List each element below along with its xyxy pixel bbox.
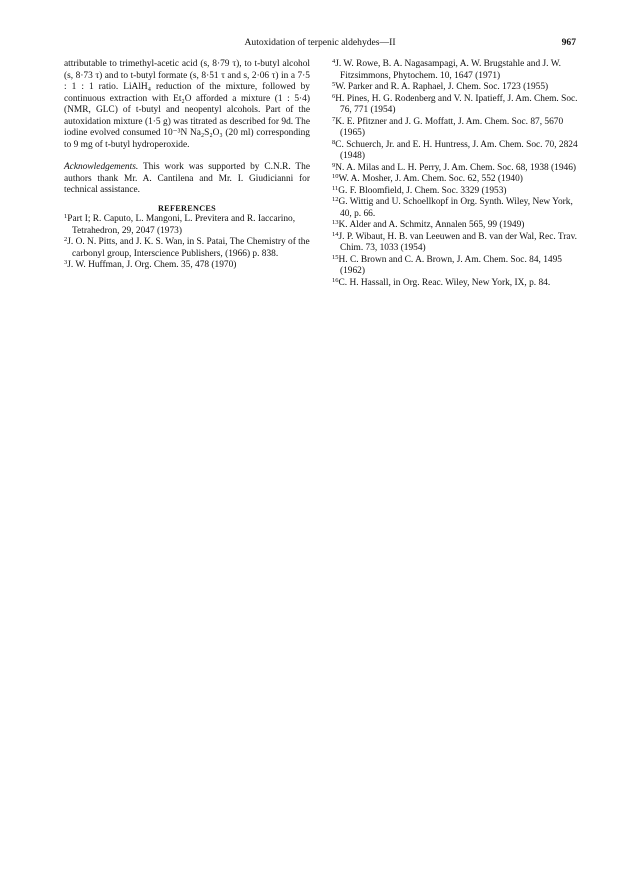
reference-item [332, 94, 582, 117]
reference-item [64, 214, 310, 237]
reference-text: G. F. Bloomfield, J. Chem. Soc. 3329 (1953) [338, 185, 507, 196]
reference-item [332, 255, 582, 278]
reference-text: C. H. Hassall, in Org. Reac. Wiley, New York, IX, p. 84. [338, 277, 551, 288]
reference-number: 8 [332, 138, 336, 146]
reference-item [332, 82, 582, 94]
references-heading: REFERENCES [157, 203, 217, 213]
reference-text: G. Wittig and U. Schoellkopf in Org. Synth. Wiley, New York, 40, p. 66. [338, 197, 573, 219]
reference-item [332, 278, 582, 290]
reference-number: 3 [64, 259, 68, 266]
acknowledgements-text: This work was supported by C.N.R. The authors thank Mr. A. Cantilena and Mr. I. Giudicianni for technical assistance. [64, 162, 310, 195]
left-column [64, 59, 310, 272]
reference-number: 6 [332, 92, 336, 100]
reference-item [64, 237, 310, 260]
reference-item [332, 174, 582, 186]
reference-item [332, 186, 582, 198]
reference-item [332, 140, 582, 163]
reference-text: K. E. Pfitzner and J. G. Moffatt, J. Am. Chem. Soc. 87, 5670 (1965) [335, 116, 564, 138]
reference-number: 12 [332, 196, 339, 203]
reference-text: W. Parker and R. A. Raphael, J. Chem. Soc. 1723 (1955) [335, 82, 549, 92]
reference-number: 9 [332, 161, 336, 169]
reference-number: 4 [332, 58, 336, 65]
acknowledgements-label: Acknowledgements. [64, 162, 139, 172]
reference-number: 5 [332, 81, 336, 88]
reference-text: J. W. Rowe, B. A. Nagasampagi, A. W. Brugstahle and J. W. Fitzsimmons, Phytochem. 10, 1647 (1971) [335, 59, 562, 81]
reference-text: W. A. Mosher, J. Am. Chem. Soc. 62, 552 (1940) [338, 174, 523, 184]
reference-item [332, 163, 582, 175]
reference-number: 15 [332, 253, 339, 261]
reference-item [332, 232, 582, 255]
reference-item [332, 59, 582, 82]
reference-text: H. Pines, H. G. Rodenberg and V. N. Ipatieff, J. Am. Chem. Soc. 76, 771 (1954) [335, 93, 578, 115]
reference-number: 13 [332, 219, 339, 226]
reference-number: 1 [64, 213, 68, 220]
reference-text: J. O. N. Pitts, and J. K. S. Wan, in S. Patai, The Chemistry of the carbonyl group, Interscience Publishers, (1966) p. 838. [67, 237, 310, 259]
reference-text: Part I; R. Caputo, L. Mangoni, L. Previtera and R. Iaccarino, Tetrahedron, 29, 2047 (1973) [67, 214, 296, 236]
reference-text: J. P. Wibaut, H. B. van Leeuwen and B. van der Wal, Rec. Trav. Chim. 73, 1033 (1954) [338, 231, 577, 253]
reference-text: H. C. Brown and C. A. Brown, J. Am. Chem. Soc. 84, 1495 (1962) [338, 254, 562, 276]
body-paragraph: attributable to trimethyl-acetic acid (s, 8·79 τ), to t-butyl alcohol (s, 8·73 τ) and to t-butyl formate (s, 8·51 τ and s, 2·06 τ) in a 7·5 : 1 : 1 ratio. LiAlH₄ reduction of the mixture, followed by continuous extraction with Et₂O afforded a mixture (1 : 5·4) (NMR, GLC) of t-butyl and neopentyl alcohols. Part of the autoxidation mixture (1·5 g) was titrated as described for 9d. The iodine evolved consumed 10⁻³N Na₂S₂O₃ (20 ml) corresponding to 9 mg of t-butyl hydroperoxide. [64, 59, 310, 150]
reference-text: C. Schuerch, Jr. and E. H. Huntress, J. Am. Chem. Soc. 70, 2824 (1948) [335, 139, 578, 161]
reference-number: 14 [332, 230, 339, 238]
reference-text: N. A. Milas and L. H. Perry, J. Am. Chem. Soc. 68, 1938 (1946) [335, 162, 577, 173]
reference-number: 16 [332, 276, 339, 284]
reference-item [332, 220, 582, 232]
reference-number: 2 [64, 236, 68, 243]
reference-number: 7 [332, 115, 336, 123]
acknowledgements [64, 162, 310, 197]
reference-text: K. Alder and A. Schmitz, Annalen 565, 99 (1949) [338, 220, 525, 230]
running-title: Autoxidation of terpenic aldehydes—II [244, 37, 396, 48]
right-column [332, 59, 582, 289]
running-head [64, 36, 576, 50]
page-number: 967 [561, 37, 576, 48]
reference-item [332, 197, 582, 220]
reference-item [332, 117, 582, 140]
reference-item [64, 260, 310, 272]
reference-number: 10 [332, 173, 339, 180]
reference-number: 11 [332, 184, 339, 192]
reference-text: J. W. Huffman, J. Org. Chem. 35, 478 (1970) [67, 260, 237, 270]
